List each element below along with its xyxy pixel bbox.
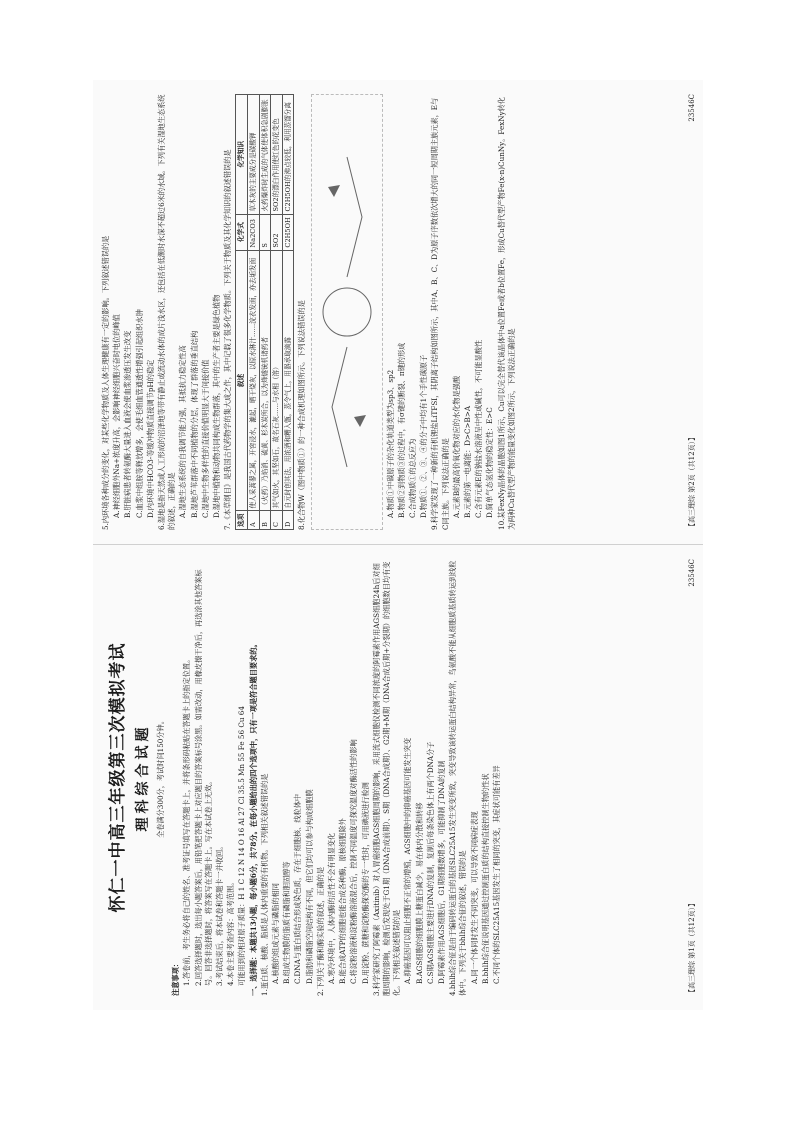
table-header: 选项 [236,511,248,530]
note-item: 2.回答选择题时，选出每小题答案后，用铅笔把答题卡上对应题目的答案标号涂黑。如需改动，用橡皮擦干净后，再选涂其他答案标号。回答非选择题时，将答案写在答题卡上。写在本试卷上无效。 [193,569,213,986]
exam-subject: 理科综合试题 [135,723,151,832]
table-header: 化学式 [236,214,248,250]
questions-page-1 [260,559,502,996]
table-cell: 其气如火，其坚如石，故名石灰……与水相（溶） [271,250,283,511]
question-option: C.合成物质①的总反应为 [408,438,418,518]
question-option: C.血浆中组胺等释放增多，会使毛细血管通透性增强引起组织水肿 [134,309,144,518]
table-cell: Na2CO3 [248,214,260,250]
table-header: 化学知识 [236,95,248,215]
question-text: 6.湿地是指天然或人工形成的沼泽地等带有静止或流动水体的成片浅水区，还包括在低潮时水深不超过6米的水域。下列有关湿地生态系统的叙述，正确的是 [157,94,177,530]
question-text: 1.蛋白质、核酸、脂质是人体内重要的有机物。下列相关叙述错误的是 [259,773,269,996]
footer-page-label: 【高三理综 第1页（共12页）】 [687,899,696,996]
question-option: A.神经细胞外Na+浓度升高，会影响神经细胞兴奋时电位的峰值 [112,314,122,518]
question-text: 10.某FexNy晶体的晶胞如图1所示，Cu可以完全替代该晶体中a位置Fe或者b位置Fe，形成Cu替代型产物Fe(x-n)CunNy。FexNy转化为两种Cu替代型产物的能量变化如图2所示，下列说法正确的是 [496,96,516,530]
table-cell: C2H5OH [282,214,294,250]
question-text: 2.下列关于酶和酶实验的叙述，正确的是 [315,866,325,996]
page-footer [687,559,697,996]
question-option: C.湿地中生物多样性的直接价值明显大于间接价值 [200,359,210,518]
table-row [248,95,260,530]
question-option: D.阿霉素作用AGS细胞后，G1期细胞数增多，可能抑制了DNA的复制 [437,760,447,984]
exam-page-1 [93,545,703,1010]
question-option: C.含有元素E的钠盐水溶液呈中性或碱性，不可能显酸性 [474,339,484,518]
question-option: B.物质②到物质③的过程中，有σ键的断裂、π键的形成 [396,342,406,518]
page-footer [687,94,697,530]
question-text: 5.内环境各种成分的变化，对某些化学物质及人体生理健康有一定的影响。下列叙述错误的是 [101,235,110,530]
question-text: 3.科学家研究了阿霉素（Axitinib）对人胃癌细胞AGS细胞周期的影响，采用流式细胞仪检测不同浓度的阿霉素作用AGS细胞24h后对细胞周期的影响，检测后发现处于G1期（DNA合成前期）、S期（DNA合成期）、G2期+M期（DNA合成后期+分裂期）的细胞数目均有变化。下列相关叙述错误的是 [371,561,402,996]
notes-header: 注意事项： [171,960,181,996]
exam-page-2 [93,80,703,545]
questions-page-2-mid [297,94,517,530]
table-row [259,95,271,530]
question-option: A.寒冷环境中，人体内酶的活性不会有明显变化 [327,832,337,984]
table-cell: 火药爆炸时生成的气体使体积急剧膨胀 [259,95,271,215]
question-text: 8.化合物W（图中物质①）的一种合成机理如图所示。下列说法错误的是 [297,300,307,530]
question-text: 7.《本草纲目》是我国古代药物学的集大成之作，其中记载了很多化学物质。下列关于物质及其化学知识的叙述错误的是 [223,149,233,530]
question-option: A.核酸的组成元素与磷脂的相同 [271,883,281,984]
footer-code: 23546C [687,559,696,587]
table-cell: 使人采蒿蓼之属，开窖浸水，漉起，晒干烧灰，以原水淋汁……浣衣发面，亦去垢发面 [248,250,260,511]
table-header: 叙述 [236,250,248,511]
table-cell: SO2的漂白作用使红色的花变色 [271,95,283,215]
table-cell: S [259,214,271,250]
table-cell: 草木灰的主要成分是碳酸钾 [248,95,260,215]
table-cell: D [282,511,294,530]
table-cell: 自元时创其法，用浓酒和糟入甑，蒸令气上，用器承取滴露 [282,250,294,511]
table-row [271,95,283,530]
exam-title: 怀仁一中高三年级第三次模拟考试 [108,642,128,913]
question-text: 9.科学家发现了一种新的有机锂盐LiTFSI，其阴离子结构如图所示，其中A、B、C、D为原子序数依次增大的同一短周期主族元素，E与C同主族。下列说法正确的是 [430,97,450,530]
table-header-row [236,95,248,530]
question-option: B.AGS细胞的细胞膜上糖蛋白减少，易在体内分散和转移 [414,802,424,984]
question-option: A.元素B的最高价氧化物对应的水化物是强酸 [451,375,461,518]
question-option: A.同一个体同时发生不同突变，可以导致不同病症表现 [469,811,479,984]
exam-sheet [93,80,703,1010]
question-option: D.湿地中植物和动物共同构成生物群落，其中的生产者主要是绿色植物 [212,294,222,518]
footer-page-label: 【高三理综 第2页（共12页）】 [687,433,696,530]
mechanism-drawing [312,95,382,529]
reaction-mechanism-diagram [311,94,383,530]
question-option: D.内环境中HCO3-等缓冲物质直接调节pH的稳定 [145,359,155,518]
question-option: C.将淀粉溶液和淀粉酶溶液混合后，控制不同温度可探究温度对酶活性的影响 [349,739,359,984]
question-option: D.物质①、②、③、④的分子中均有1个手性碳原子 [419,354,429,518]
table-row [282,95,294,530]
question-option: B.组成生物膜的脂质有磷脂和胆固醇等 [282,861,292,984]
section-one-header: 一、选择题：本题共13小题，每小题6分，共78分。在每小题给出的四个选项中，只有一项是符合题目要求的。 [248,640,258,996]
table-cell: SO2 [271,214,283,250]
question-option: D.简单气态氢化物的稳定性：E>C [485,407,495,518]
table-cell: （火药）乃焰消、硫黄、杉木炭所合，以为烽燧铳机诸药者 [259,250,271,511]
question-option: C.不同个体的SLC25A15基因发生了相同的突变，其症状可能有差异 [492,765,502,984]
question-option: A.湿地生态系统的自我调节能力强，其抵抗力稳定性高 [178,345,188,518]
note-item: 1.答卷前，考生务必将自己的姓名、准考证号填写在答题卡上，并将条形码粘贴在答题卡上的指定位置。 [182,655,192,986]
question-7-table [235,94,294,530]
question-option: B.肝脏病患者转氨酶大量进入血液会使血浆渗透压发生改变 [123,330,133,518]
questions-page-2-top [101,94,233,530]
note-item: 4.本卷主要考查内容：高考范围。 [226,878,236,986]
table-cell: C [271,511,283,530]
question-option: A.物质①中碳原子的杂化轨道类型为sp3、sp2 [385,369,395,518]
notes-list [182,559,236,996]
atomic-masses: 可能用到的相对原子质量：H 1 C 12 N 14 O 16 Al 27 Cl 35.5 Mn 55 Fe 56 Cu 64 [237,706,247,986]
note-item: 3.考试结束后，将本试卷和答题卡一并收回。 [215,842,225,986]
question-option: B.元素的第一电离能：D>C>B>A [463,405,473,518]
table-cell: C2H5OH的沸点较低，利用蒸馏分离 [282,95,294,215]
question-option: B.bhlh综合征说明基因通过控制蛋白质的结构直接控制生物的性状 [480,773,490,984]
table-cell: A [248,511,260,530]
question-option: B.能合成ATP的细胞也能合成各种酶，原核细胞除外 [338,818,348,984]
question-option: D.脂肪和磷脂空间结构有不同，但它们均可以参与构成细胞膜 [304,789,314,984]
question-option: D.用淀粉、蔗糖和淀粉酶探究酶的专一性时，可用碘液进行检测 [360,782,370,984]
score-info: 全卷满分300分，考试时间150分钟。 [156,717,165,838]
question-option: C.DNA与蛋白质结合形成染色质，存在于细胞核、线粒体中 [293,793,303,984]
question-option: B.湿地芦苇群落中不同植物的分层，体现了群落的垂直结构 [189,330,199,518]
question-option: A.抑癌基因可以阻止细胞不正常的增殖，AGS细胞中的抑癌基因可能发生突变 [403,737,413,984]
question-option: C.S期AGS细胞主要进行DNA的复制，复制后每条染色体上有两个DNA分子 [425,741,435,984]
question-text: 4.bhlh综合征是由于编码转运蛋白的基因SLC25A15发生突变所致，突变导致该转运蛋白结构异常，鸟氨酸不能从细胞质基质转运到线粒体中。下列关于bhlh综合征的叙述，错误的是 [448,560,468,996]
footer-code: 23546C [687,94,696,122]
table-cell: B [259,511,271,530]
